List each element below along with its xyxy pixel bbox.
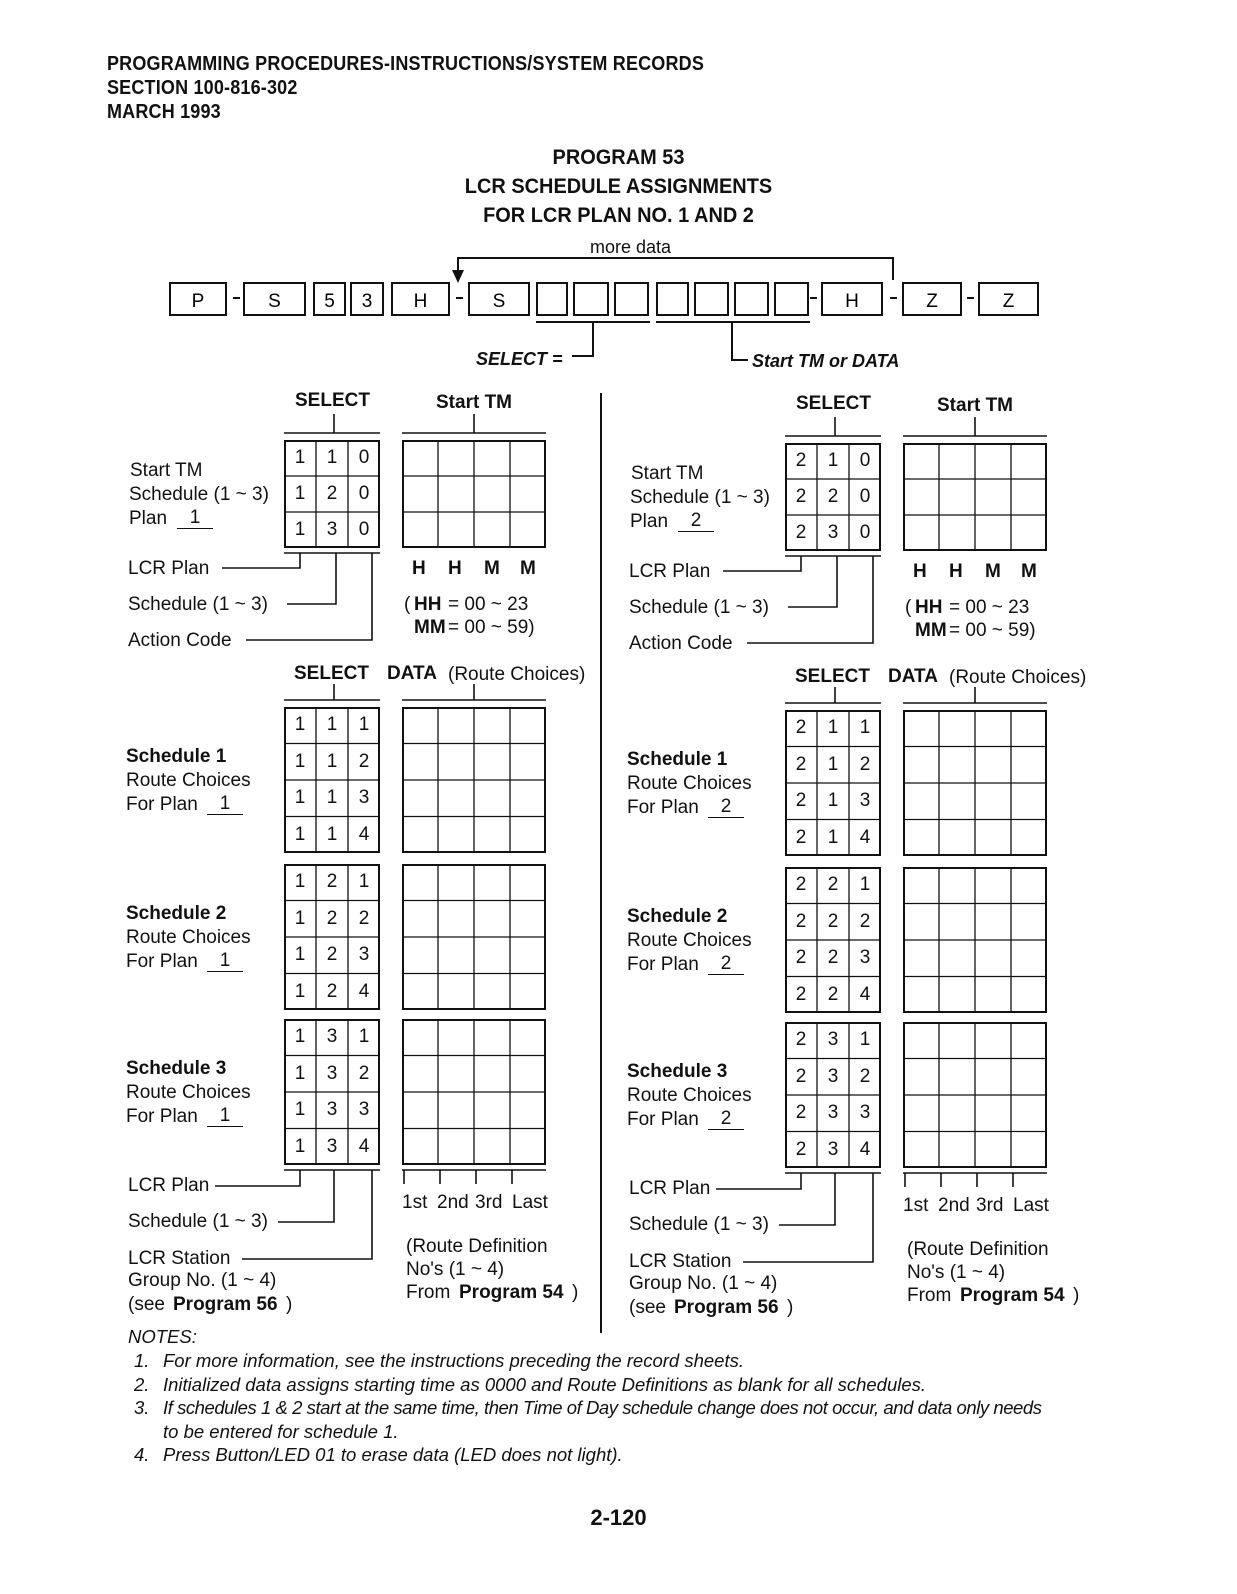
lcr-plan-legend: LCR Plan <box>629 1178 711 1199</box>
digit-box <box>574 283 608 315</box>
header-line-1: PROGRAMMING PROCEDURES-INSTRUCTIONS/SYSTEM RECORDS <box>107 53 705 75</box>
select-digit: 1 <box>294 944 306 966</box>
time-format-letter: M <box>985 561 1001 582</box>
program-56-ref: Program 56 <box>674 1297 779 1318</box>
see-label: (see <box>629 1297 666 1318</box>
route-choices-label: Route Choices <box>126 1082 251 1103</box>
route-definition-label: (Route Definition <box>907 1239 1049 1260</box>
select-digit: 0 <box>859 450 871 471</box>
route-definition-label: (Route Definition <box>406 1236 548 1257</box>
select-digit: 2 <box>795 790 807 812</box>
route-choices-label: Route Choices <box>627 1085 752 1106</box>
key-label: P <box>191 291 205 312</box>
data-header: DATA <box>387 663 437 684</box>
select-digit: 1 <box>859 717 871 739</box>
select-digit: 2 <box>795 910 807 932</box>
from-label: From <box>406 1282 451 1303</box>
select-digit: 0 <box>358 519 370 540</box>
program-56-ref: Program 56 <box>173 1294 278 1315</box>
lcr-station-legend: LCR Station <box>128 1248 231 1269</box>
group-no-legend: Group No. (1 ~ 4) <box>629 1273 778 1294</box>
select-digit: 2 <box>827 983 839 1005</box>
digit-box <box>695 283 728 315</box>
route-order-label: 3rd <box>976 1195 1004 1216</box>
select-digit: 2 <box>795 753 807 775</box>
leader-line <box>287 553 336 604</box>
select-digit: 3 <box>827 1138 839 1160</box>
schedule-legend: Schedule (1 ~ 3) <box>128 1211 268 1232</box>
route-order-label: Last <box>512 1192 548 1213</box>
key-label: Z <box>1002 291 1015 312</box>
time-format-letter: H <box>949 561 963 582</box>
select-digit: 2 <box>326 980 338 1002</box>
leader-line <box>278 1170 334 1222</box>
select-digit: 2 <box>326 483 338 504</box>
start-time-grid <box>402 440 546 548</box>
time-format-letter: M <box>484 558 500 579</box>
select-digit: 1 <box>294 1099 306 1121</box>
select-equals-label: SELECT = <box>476 349 563 369</box>
select-digit: 2 <box>795 522 807 543</box>
select-digit: 1 <box>358 871 370 893</box>
note-text: to be entered for schedule 1. <box>163 1420 399 1442</box>
digit-box <box>657 283 688 315</box>
note-number: 4. <box>134 1444 150 1465</box>
select-digit: 1 <box>827 717 839 739</box>
note-text: Press Button/LED 01 to erase data (LED does not light). <box>163 1444 623 1465</box>
action-code-legend: Action Code <box>128 630 232 651</box>
select-digit: 1 <box>294 787 306 809</box>
schedule-legend: Schedule (1 ~ 3) <box>629 1214 769 1235</box>
note-number: 3. <box>134 1397 150 1418</box>
route-data-grid <box>903 867 1047 1013</box>
select-digit: 4 <box>358 1135 370 1157</box>
leader-line <box>788 556 837 607</box>
note-text: If schedules 1 & 2 start at the same time, then Time of Day schedule change does not occur, and data only needs <box>163 1397 1042 1418</box>
digit-box <box>775 283 808 315</box>
select-digit: 3 <box>358 1099 370 1121</box>
key-label: S <box>492 291 506 312</box>
select-digit: 1 <box>326 787 338 809</box>
hh-key: HH <box>414 594 442 615</box>
lcr-plan-legend: LCR Plan <box>128 1175 210 1196</box>
select-digit: 4 <box>358 823 370 845</box>
select-digit: 3 <box>358 787 370 809</box>
select-digit: 3 <box>358 944 370 966</box>
page-title: PROGRAM 53 <box>552 146 685 169</box>
select-digit: 1 <box>294 447 306 468</box>
select-digit: 0 <box>358 483 370 504</box>
schedule-title: Schedule 1 <box>126 746 227 767</box>
data-select-header: SELECT <box>795 666 870 687</box>
route-order-label: 1st <box>903 1195 929 1216</box>
route-order-label: 2nd <box>437 1192 469 1213</box>
for-plan-label: For Plan <box>627 797 699 818</box>
header-line-3: MARCH 1993 <box>107 101 221 123</box>
page-subtitle: LCR SCHEDULE ASSIGNMENTS <box>464 175 773 198</box>
leader-line <box>215 1170 300 1186</box>
for-plan-number: 2 <box>708 796 744 818</box>
more-data-label: more data <box>590 237 672 257</box>
select-digit: 1 <box>294 1135 306 1157</box>
select-digit: 2 <box>795 1138 807 1160</box>
column-divider <box>600 393 602 1333</box>
select-digit: 1 <box>294 823 306 845</box>
route-order-label: 3rd <box>475 1192 503 1213</box>
program-54-ref: Program 54 <box>459 1282 564 1303</box>
select-digit: 1 <box>358 714 370 736</box>
select-digit: 3 <box>859 790 871 812</box>
select-digit: 2 <box>795 450 807 471</box>
route-data-grid <box>903 710 1047 856</box>
schedule-title: Schedule 2 <box>627 906 728 927</box>
select-digit: 0 <box>859 486 871 507</box>
plan-label: Plan <box>129 508 168 529</box>
select-digit: 2 <box>795 947 807 969</box>
select-digit: 2 <box>795 1065 807 1087</box>
select-digit: 3 <box>326 1099 338 1121</box>
route-order-label: 2nd <box>938 1195 970 1216</box>
group-no-legend: Group No. (1 ~ 4) <box>128 1270 277 1291</box>
select-digit: 2 <box>795 1029 807 1051</box>
time-format-letter: H <box>412 558 426 579</box>
select-digit: 4 <box>358 980 370 1002</box>
route-data-grid <box>402 707 546 853</box>
schedule-title: Schedule 2 <box>126 903 227 924</box>
close-paren: ) <box>572 1282 579 1303</box>
plan-number: 2 <box>678 510 714 532</box>
schedule-legend: Schedule (1 ~ 3) <box>128 594 268 615</box>
select-digit: 2 <box>795 826 807 848</box>
select-digit: 2 <box>827 486 839 507</box>
for-plan-label: For Plan <box>126 1106 198 1127</box>
select-digit: 1 <box>859 874 871 896</box>
select-digit: 1 <box>294 714 306 736</box>
select-digit: 1 <box>827 790 839 812</box>
time-format-letter: H <box>448 558 462 579</box>
close-paren: ) <box>286 1294 293 1315</box>
route-order-label: 1st <box>402 1192 428 1213</box>
select-digit: 2 <box>358 907 370 929</box>
time-format-letter: M <box>520 558 536 579</box>
notes-heading: NOTES: <box>128 1326 197 1347</box>
select-digit: 1 <box>859 1029 871 1051</box>
data-select-header: SELECT <box>294 663 369 684</box>
select-digit: 1 <box>294 483 306 504</box>
select-digit: 2 <box>326 907 338 929</box>
select-digit: 3 <box>827 522 839 543</box>
hh-range: = 00 ~ 23 <box>949 597 1030 618</box>
start-tm-column-header: Start TM <box>937 395 1013 416</box>
select-digit: 2 <box>859 753 871 775</box>
select-digit: 1 <box>294 1062 306 1084</box>
start-tm-column-header: Start TM <box>436 392 512 413</box>
plan-label: Plan <box>630 511 669 532</box>
header-line-2: SECTION 100-816-302 <box>107 77 298 99</box>
action-code-legend: Action Code <box>629 633 733 654</box>
hh-key: HH <box>915 597 943 618</box>
for-plan-number: 1 <box>207 793 243 815</box>
select-digit: 3 <box>859 1102 871 1124</box>
note-text: Initialized data assigns starting time as 0000 and Route Definitions as blank for all schedules. <box>163 1373 927 1395</box>
route-data-grid <box>402 864 546 1010</box>
select-digit: 2 <box>358 1062 370 1084</box>
start-time-grid <box>903 443 1047 551</box>
route-data-grid <box>402 1019 546 1165</box>
schedule-range-label: Schedule (1 ~ 3) <box>129 484 269 505</box>
note-text: For more information, see the instructions preceding the record sheets. <box>163 1350 744 1371</box>
schedule-range-label: Schedule (1 ~ 3) <box>630 487 770 508</box>
select-digit: 1 <box>326 447 338 468</box>
close-paren: ) <box>1073 1285 1080 1306</box>
select-digit: 1 <box>326 714 338 736</box>
select-digit: 3 <box>326 1135 338 1157</box>
for-plan-label: For Plan <box>627 954 699 975</box>
select-column-header: SELECT <box>295 390 370 411</box>
select-digit: 3 <box>827 1065 839 1087</box>
select-digit: 1 <box>827 826 839 848</box>
select-digit: 2 <box>795 983 807 1005</box>
route-nos-label: No's (1 ~ 4) <box>907 1262 1006 1283</box>
lcr-plan-legend: LCR Plan <box>128 558 210 579</box>
select-digit: 1 <box>326 823 338 845</box>
select-digit: 3 <box>827 1102 839 1124</box>
leader-line <box>723 556 801 571</box>
route-order-label: Last <box>1013 1195 1049 1216</box>
mm-key: MM <box>414 617 446 638</box>
note-number: 2. <box>134 1373 150 1395</box>
select-digit: 1 <box>326 750 338 772</box>
select-digit: 4 <box>859 1138 871 1160</box>
plan-number: 1 <box>177 507 213 529</box>
select-digit: 2 <box>795 874 807 896</box>
select-digit: 4 <box>859 826 871 848</box>
select-digit: 1 <box>827 450 839 471</box>
sequence-diagram <box>0 0 1237 380</box>
route-choices-label: Route Choices <box>126 927 251 948</box>
from-label: From <box>907 1285 952 1306</box>
hh-open-paren: ( <box>404 594 411 615</box>
select-digit: 1 <box>294 519 306 540</box>
for-plan-number: 2 <box>708 953 744 975</box>
time-format-letter: H <box>913 561 927 582</box>
select-digit: 3 <box>326 1062 338 1084</box>
select-digit: 0 <box>358 447 370 468</box>
route-choices-label: Route Choices <box>627 773 752 794</box>
select-digit: 2 <box>795 717 807 739</box>
key-label: 5 <box>324 291 335 312</box>
data-header: DATA <box>888 666 938 687</box>
for-plan-number: 1 <box>207 950 243 972</box>
for-plan-label: For Plan <box>126 794 198 815</box>
lcr-plan-legend: LCR Plan <box>629 561 711 582</box>
start-tm-label: Start TM <box>631 463 704 484</box>
select-digit: 2 <box>326 871 338 893</box>
select-digit: 4 <box>859 983 871 1005</box>
close-paren: ) <box>787 1297 794 1318</box>
route-choices-header: (Route Choices) <box>949 667 1087 688</box>
select-digit: 1 <box>294 907 306 929</box>
see-label: (see <box>128 1294 165 1315</box>
schedule-title: Schedule 1 <box>627 749 728 770</box>
route-choices-label: Route Choices <box>627 930 752 951</box>
route-choices-label: Route Choices <box>126 770 251 791</box>
select-digit: 1 <box>294 980 306 1002</box>
key-label: S <box>268 291 281 312</box>
select-digit: 1 <box>827 753 839 775</box>
lcr-station-legend: LCR Station <box>629 1251 732 1272</box>
key-label: H <box>845 291 859 312</box>
select-digit: 2 <box>859 1065 871 1087</box>
for-plan-number: 2 <box>708 1108 744 1130</box>
select-digit: 2 <box>795 486 807 507</box>
select-digit: 2 <box>827 947 839 969</box>
select-digit: 2 <box>795 1102 807 1124</box>
key-label: H <box>413 291 428 312</box>
hh-range: = 00 ~ 23 <box>448 594 529 615</box>
select-digit: 2 <box>827 874 839 896</box>
mm-range: = 00 ~ 59) <box>949 620 1036 641</box>
program-54-ref: Program 54 <box>960 1285 1065 1306</box>
note-number: 1. <box>134 1350 150 1371</box>
hh-open-paren: ( <box>905 597 912 618</box>
select-digit: 0 <box>859 522 871 543</box>
start-tm-or-data-label: Start TM or DATA <box>752 351 900 371</box>
digit-box <box>615 283 648 315</box>
select-digit: 3 <box>859 947 871 969</box>
route-nos-label: No's (1 ~ 4) <box>406 1259 505 1280</box>
page-number: 2-120 <box>590 1505 647 1530</box>
key-label: Z <box>926 291 938 312</box>
key-label: 3 <box>361 291 373 312</box>
page-subtitle-2: FOR LCR PLAN NO. 1 AND 2 <box>483 204 754 227</box>
for-plan-label: For Plan <box>126 951 198 972</box>
select-digit: 2 <box>859 910 871 932</box>
digit-box <box>537 283 567 315</box>
schedule-title: Schedule 3 <box>627 1061 728 1082</box>
for-plan-label: For Plan <box>627 1109 699 1130</box>
for-plan-number: 1 <box>207 1105 243 1127</box>
route-choices-header: (Route Choices) <box>448 664 586 685</box>
mm-range: = 00 ~ 59) <box>448 617 535 638</box>
select-column-header: SELECT <box>796 393 871 414</box>
select-digit: 2 <box>326 944 338 966</box>
select-digit: 1 <box>294 871 306 893</box>
select-digit: 2 <box>827 910 839 932</box>
leader-line <box>716 1173 801 1189</box>
schedule-legend: Schedule (1 ~ 3) <box>629 597 769 618</box>
select-digit: 3 <box>827 1029 839 1051</box>
mm-key: MM <box>915 620 947 641</box>
schedule-title: Schedule 3 <box>126 1058 227 1079</box>
leader-line <box>779 1173 835 1225</box>
start-tm-label: Start TM <box>130 460 203 481</box>
select-digit: 1 <box>294 750 306 772</box>
select-digit: 3 <box>326 519 338 540</box>
select-digit: 1 <box>358 1026 370 1048</box>
select-digit: 1 <box>294 1026 306 1048</box>
route-data-grid <box>903 1022 1047 1168</box>
leader-line <box>222 553 300 568</box>
select-digit: 3 <box>326 1026 338 1048</box>
time-format-letter: M <box>1021 561 1037 582</box>
select-digit: 2 <box>358 750 370 772</box>
digit-box <box>735 283 768 315</box>
